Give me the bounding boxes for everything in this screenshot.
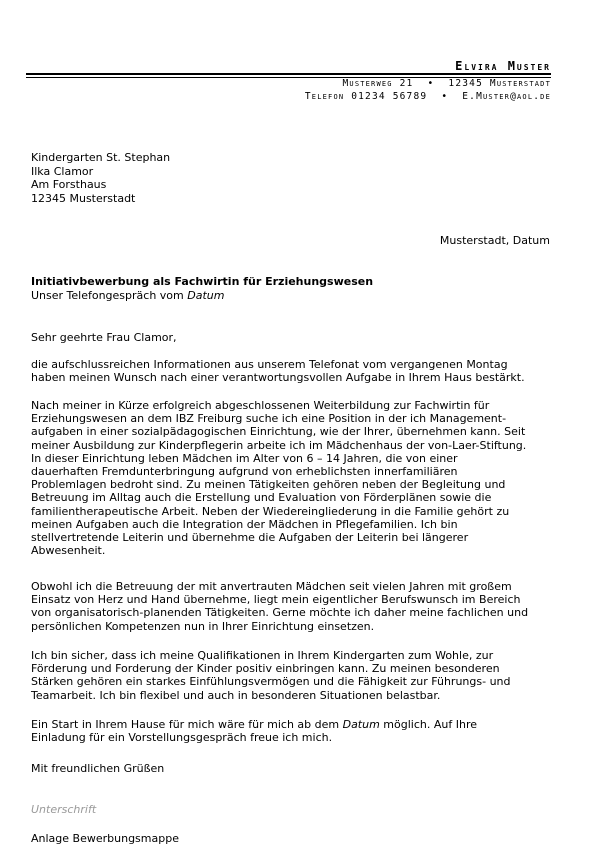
- paragraph-motivation: [31, 580, 576, 633]
- paragraph-line: persönlichen Kompetenzen nun in Ihrer Einrichtung einsetzen.: [31, 619, 375, 633]
- paragraph-line: dauerhaften Fremdunterbringung aufgrund von erheblichsten innerfamiliären: [31, 465, 458, 479]
- paragraph-line: Obwohl ich die Betreuung der mit anvertrauten Mädchen seit vielen Jahren mit großem: [31, 580, 512, 593]
- paragraph-line: haben meinen Wunsch nach einer verantwortungsvollen Aufgabe in Ihrem Haus bestärkt.: [31, 371, 525, 385]
- paragraph-line: Betreuung im Alltag auch die Erstellung und Evaluation von Förderplänen sowie die: [31, 491, 492, 505]
- paragraph-line: Ich bin sicher, dass ich meine Qualifikationen in Ihrem Kindergarten zum Wohle, zur: [31, 649, 494, 662]
- paragraph-line: meiner Ausbildung zur Kinderpflegerin arbeite ich im Mädchenhaus der von-Laer-Stiftung.: [31, 438, 527, 452]
- paragraph-line: Nach meiner in Kürze erfolgreich abgeschlossenen Weiterbildung zur Fachwirtin für: [31, 399, 490, 412]
- enclosure: Anlage Bewerbungsmappe: [31, 832, 179, 845]
- sender-contact-row: [305, 91, 551, 102]
- sender-name: Elvira Muster: [455, 59, 551, 73]
- letterhead-rule-thick: [26, 73, 551, 75]
- paragraph-line: die aufschlussreichen Informationen aus unserem Telefonat vom vergangenen Montag: [31, 358, 508, 371]
- subject-title: Initiativbewerbung als Fachwirtin für Erziehungswesen: [31, 275, 374, 288]
- subject-reference-date: Datum: [187, 289, 225, 302]
- subject-reference-text: Unser Telefongespräch vom: [31, 289, 188, 302]
- paragraph-line: familientherapeutische Arbeit. Neben der Wiedereingliederung in die Familie gehört zu: [31, 504, 510, 518]
- signature-placeholder: Unterschrift: [31, 803, 97, 816]
- paragraph-intro: [31, 358, 576, 384]
- recipient-line: Am Forsthaus: [31, 178, 107, 191]
- recipient-address: [31, 151, 170, 205]
- paragraph-line: aufgaben in einer sozialpädagogischen Einrichtung, wie der Ihrer, übernehmen kann. Seit: [31, 425, 526, 439]
- subject-reference: [31, 289, 224, 303]
- paragraph-line: Einladung für ein Vorstellungsgespräch freue ich mich.: [31, 731, 333, 745]
- recipient-line: 12345 Musterstadt: [31, 191, 136, 205]
- paragraph-line: meinen Aufgaben auch die Integration der Mädchen in Pflegefamilien. Ich bin: [31, 517, 458, 531]
- paragraph-strengths: [31, 649, 576, 702]
- paragraph-line: Teamarbeit. Ich bin flexibel und auch in besonderen Situationen belastbar.: [31, 688, 441, 702]
- paragraph-line: Problemlagen bedroht sind. Zu meinen Tätigkeiten gehören neben der Begleitung und: [31, 478, 506, 492]
- paragraph-line: Förderung und Forderung der Kinder positiv einbringen kann. Zu meinen besonderen: [31, 662, 500, 676]
- sender-street: Musterweg 21: [342, 78, 414, 89]
- recipient-line: Ilka Clamor: [31, 164, 94, 178]
- paragraph-line: In dieser Einrichtung leben Mädchen im Alter von 6 – 14 Jahren, die von einer: [31, 451, 458, 465]
- separator-dot: •: [427, 78, 435, 89]
- sender-email: E.Muster@aol.de: [462, 91, 551, 102]
- paragraph-line: Abwesenheit.: [31, 544, 106, 558]
- sender-address-row: [342, 78, 551, 89]
- paragraph-line: [31, 718, 576, 731]
- paragraph-text: möglich. Auf Ihre: [379, 718, 477, 731]
- sender-phone: Telefon 01234 56789: [304, 91, 428, 102]
- paragraph-line: von organisatorisch-planenden Tätigkeiten. Gerne möchte ich daher meine fachlichen und: [31, 606, 529, 620]
- date-line: Musterstadt, Datum: [439, 234, 550, 247]
- recipient-line: Kindergarten St. Stephan: [31, 151, 171, 164]
- separator-dot: •: [441, 91, 449, 102]
- paragraph-line: Erziehungswesen an dem IBZ Freiburg suche ich eine Position in der ich Management-: [31, 412, 507, 426]
- sender-city: 12345 Musterstadt: [448, 78, 551, 89]
- salutation: Sehr geehrte Frau Clamor,: [31, 331, 177, 344]
- paragraph-line: Stärken gehören ein starkes Einfühlungsvermögen und die Fähigkeit zur Führungs- und: [31, 675, 511, 689]
- start-date-placeholder: Datum: [342, 718, 380, 731]
- paragraph-start-date: [31, 718, 576, 744]
- paragraph-experience: [31, 399, 576, 557]
- paragraph-line: stellvertretende Leiterin und übernehme die Aufgaben der Leiterin bei längerer: [31, 531, 469, 545]
- paragraph-line: Einsatz von Herz und Hand übernehme, liegt mein eigentlicher Berufswunsch im Bereich: [31, 593, 521, 607]
- paragraph-text: Ein Start in Ihrem Hause für mich wäre für mich ab dem: [31, 718, 343, 731]
- closing: Mit freundlichen Grüßen: [31, 762, 165, 775]
